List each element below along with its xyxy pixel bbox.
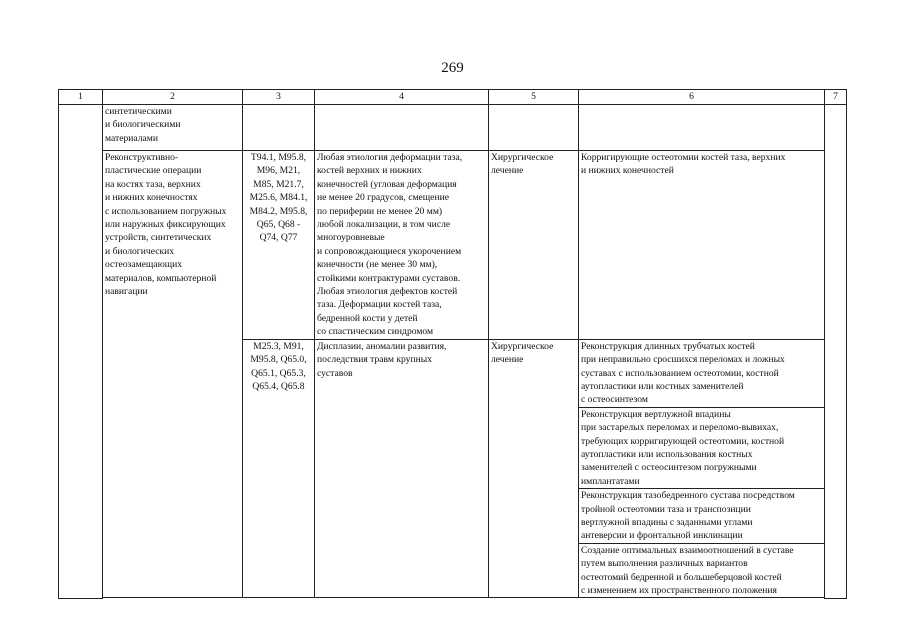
table-row: [59, 151, 847, 340]
patient-model-cell: Дисплазии, аномалии развития, последствия травм крупных суставов: [315, 339, 489, 598]
treatment-method-cell: Корригирующие остеотомии костей таза, верхних и нижних конечностей: [579, 151, 825, 340]
intervention-name-cell: Реконструктивно- пластические операции на костях таза, верхних и нижних конечностях с использованием погружных или наружных фиксирующих устройств, синтетических и биологических остеозамещающих материалов, компьютерной навигации: [103, 151, 243, 598]
empty-cell: [579, 598, 825, 599]
empty-cell: [243, 598, 315, 599]
column-number-5: 5: [489, 90, 579, 105]
continuation-treatment-cell: [489, 105, 579, 151]
column-number-7: 7: [825, 90, 847, 105]
patient-model-cell: Любая этиология деформации таза, костей верхних и нижних конечностей (угловая деформация не менее 20 градусов, смещение по периферии не менее 20 мм) любой локализации, в том числе многоуровневые и сопровождающиеся укорочением конечности (не менее 30 мм), стойкими контрактурами суставов. Любая этиология дефектов костей таза. Деформации костей таза, бедренной кости у детей со спастическим синдромом: [315, 151, 489, 340]
continuation-model-cell: [315, 105, 489, 151]
column-number-3: 3: [243, 90, 315, 105]
column-number-1: 1: [59, 90, 103, 105]
column-number-6: 6: [579, 90, 825, 105]
treatment-type-cell: Хирургическое лечение: [489, 339, 579, 598]
medical-care-table: [58, 89, 847, 599]
empty-cell: [103, 598, 243, 599]
table-bottom-row: [59, 598, 847, 599]
continuation-row: [59, 105, 847, 151]
column-number-2: 2: [103, 90, 243, 105]
continuation-name-cell: синтетическими и биологическими материалами: [103, 105, 243, 151]
continuation-method-cell: [579, 105, 825, 151]
icd-codes-cell: Т94.1, М95.8, М96, М21, М85, М21.7, М25.6, М84.1, М84.2, М95.8, Q65, Q68 - Q74, Q77: [243, 151, 315, 340]
treatment-method-cell: Реконструкция длинных трубчатых костей при неправильно сросшихся переломах и ложных суставах с использованием остеотомии, костной аутопластики или костных заменителей с остеосинтезом: [579, 339, 825, 407]
continuation-codes-cell: [243, 105, 315, 151]
empty-cell: [315, 598, 489, 599]
treatment-method-cell: Реконструкция вертлужной впадины при застарелых переломах и переломо-вывихах, требующих корригирующей остеотомии, костной аутопластики или использования костных заменителей с остеосинтезом погружными имплантатами: [579, 407, 825, 488]
page-number: 269: [441, 60, 464, 76]
empty-cell: [489, 598, 579, 599]
column-number-4: 4: [315, 90, 489, 105]
row-number-cell: [59, 105, 103, 599]
tariff-cell: [825, 105, 847, 599]
treatment-type-cell: Хирургическое лечение: [489, 151, 579, 340]
icd-codes-cell: М25.3, М91, М95.8, Q65.0, Q65.1, Q65.3, Q65.4, Q65.8: [243, 339, 315, 598]
treatment-method-cell: Реконструкция тазобедренного сустава посредством тройной остеотомии таза и транспозиции вертлужной впадины с заданными углами антеверсии и фронтальной инклинации: [579, 489, 825, 544]
treatment-method-cell: Создание оптимальных взаимоотношений в суставе путем выполнения различных вариантов остеотомий бедренной и большеберцовой костей с изменением их пространственного положения: [579, 543, 825, 598]
column-number-row: [59, 90, 847, 105]
